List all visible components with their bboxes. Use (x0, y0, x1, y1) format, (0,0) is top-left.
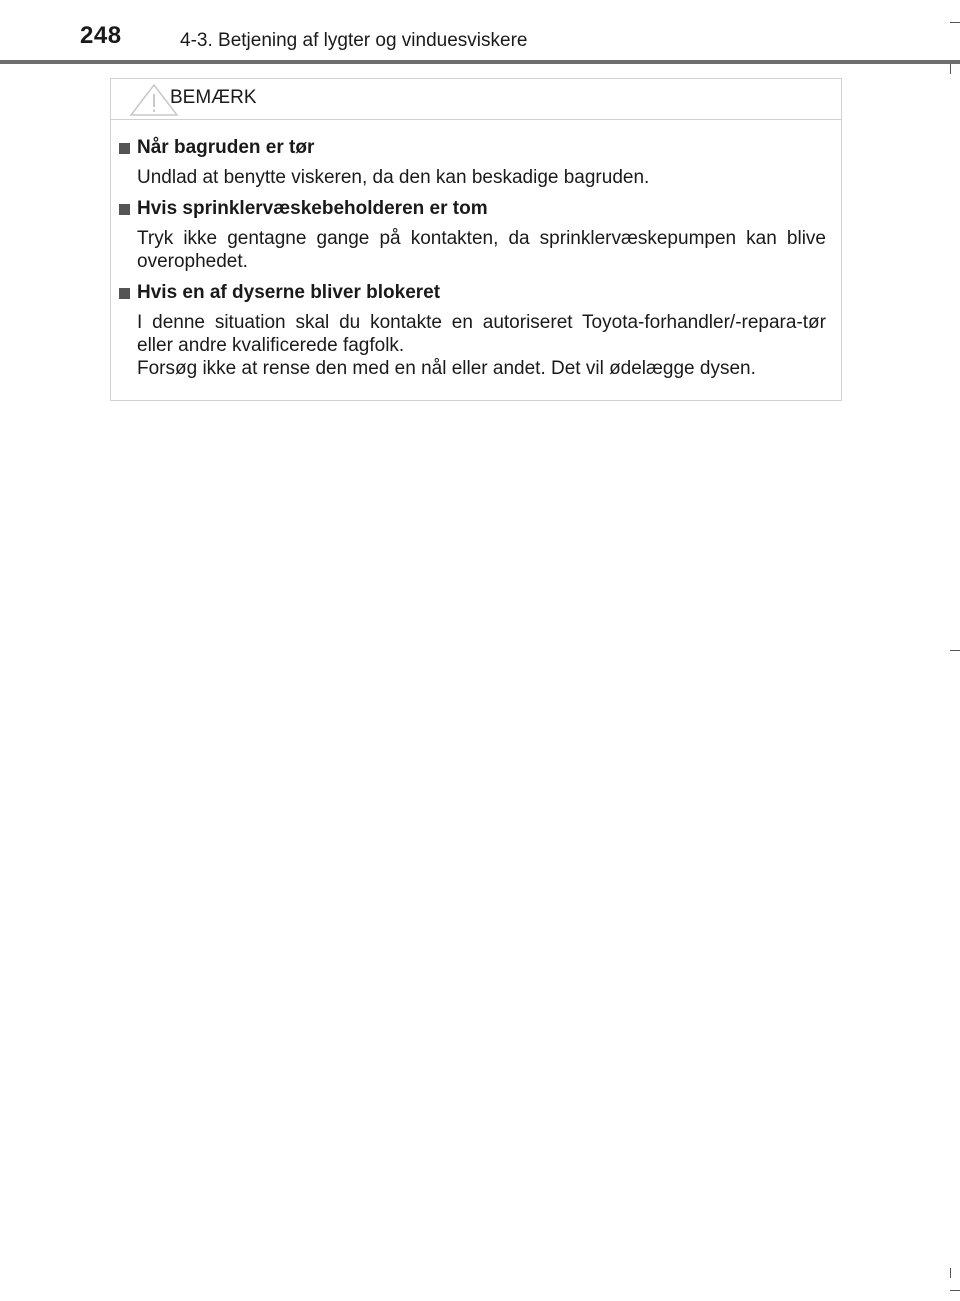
notice-item (119, 136, 826, 189)
notice-title: BEMÆRK (170, 87, 257, 108)
item-text: Tryk ikke gentagne gange på kontakten, da sprinklervæskepumpen kan blive overophedet. (137, 228, 826, 272)
notice-item (119, 281, 826, 380)
crop-mark (950, 1290, 960, 1291)
crop-mark (950, 650, 960, 651)
square-bullet-icon (119, 143, 130, 154)
crop-mark (950, 22, 960, 23)
header-rule (0, 60, 960, 64)
item-text: Undlad at benytte viskeren, da den kan beskadige bagruden. (137, 167, 650, 188)
section-title: 4-3. Betjening af lygter og vinduesviskere (180, 30, 528, 51)
notice-box (110, 78, 842, 401)
item-text: Forsøg ikke at rense den med en nål eller andet. Det vil ødelægge dysen. (137, 358, 756, 379)
notice-body (111, 120, 841, 380)
crop-mark (950, 1268, 951, 1278)
notice-item (119, 197, 826, 273)
item-heading: Når bagruden er tør (137, 137, 315, 158)
square-bullet-icon (119, 288, 130, 299)
item-text: I denne situation skal du kontakte en autoriseret Toyota-forhandler/-repara-tør eller andre kvalificerede fagfolk. (137, 312, 826, 356)
square-bullet-icon (119, 204, 130, 215)
page-number: 248 (80, 22, 122, 49)
notice-header (111, 79, 841, 120)
item-heading: Hvis sprinklervæskebeholderen er tom (137, 198, 488, 219)
crop-mark (950, 64, 951, 74)
item-heading: Hvis en af dyserne bliver blokeret (137, 282, 441, 303)
